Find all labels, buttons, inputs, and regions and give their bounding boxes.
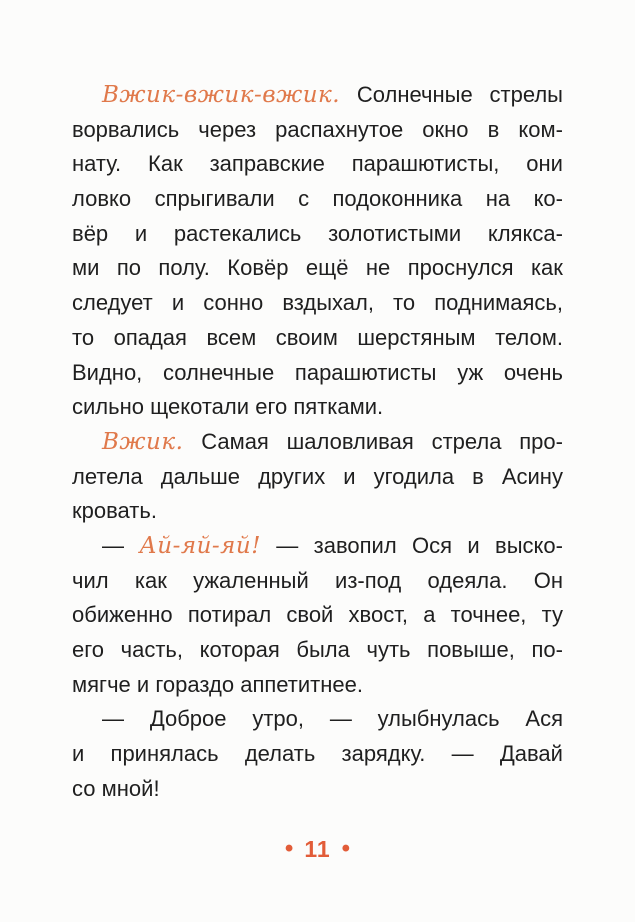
word: из-под bbox=[335, 567, 402, 593]
word: свой bbox=[286, 602, 334, 628]
text-line bbox=[72, 702, 563, 737]
word: его bbox=[255, 394, 288, 420]
text-line bbox=[72, 737, 563, 772]
word: хвост, bbox=[348, 602, 408, 628]
word: золотистыми bbox=[328, 220, 462, 246]
word: и bbox=[467, 532, 480, 558]
word: выско- bbox=[495, 532, 563, 558]
word: ком- bbox=[518, 116, 563, 142]
word: стрелы bbox=[489, 82, 563, 107]
word: ещё bbox=[305, 255, 349, 281]
word: в bbox=[472, 463, 484, 489]
word: нату. bbox=[72, 151, 122, 177]
word: а bbox=[423, 602, 436, 628]
text-line bbox=[72, 668, 563, 703]
word: вёр bbox=[72, 220, 109, 246]
word: одеяла. bbox=[427, 567, 508, 593]
sound-effect-word: Вжик-вжик-вжик. bbox=[102, 82, 341, 108]
word: чуть bbox=[366, 637, 411, 662]
word: и bbox=[72, 741, 85, 767]
word: летела bbox=[72, 463, 143, 489]
word: уж bbox=[457, 359, 484, 385]
page-footer bbox=[0, 836, 635, 862]
text-line bbox=[72, 772, 563, 807]
word: и bbox=[171, 290, 185, 316]
word: зарядку. bbox=[341, 741, 426, 767]
word: Доброе bbox=[149, 706, 227, 732]
word: пятками. bbox=[293, 394, 384, 420]
word: вздыхал, bbox=[282, 290, 374, 316]
word: ту bbox=[541, 602, 563, 628]
story-text bbox=[72, 78, 563, 806]
word: — bbox=[102, 706, 124, 732]
text-line bbox=[72, 78, 563, 113]
word: — bbox=[451, 741, 474, 767]
text-line bbox=[72, 356, 563, 391]
word: и bbox=[136, 671, 150, 697]
word: щекотали bbox=[150, 394, 250, 420]
text-line bbox=[72, 529, 563, 564]
word: делать bbox=[244, 741, 316, 767]
word: со bbox=[72, 775, 96, 801]
word: шерстяным bbox=[357, 324, 476, 350]
word: ворвались bbox=[72, 116, 180, 142]
word: Как bbox=[148, 151, 183, 177]
text-line bbox=[72, 633, 563, 668]
text-line bbox=[72, 182, 563, 217]
word: ко- bbox=[533, 186, 563, 212]
text-line bbox=[72, 217, 563, 252]
word: ловко bbox=[72, 186, 132, 212]
word: опадая bbox=[113, 324, 187, 350]
word: по- bbox=[531, 637, 563, 662]
text-line bbox=[72, 113, 563, 148]
word: мной! bbox=[101, 775, 160, 801]
word: обиженно bbox=[72, 602, 173, 628]
footer-dot-right-icon: • bbox=[341, 835, 351, 862]
text-line bbox=[72, 286, 563, 321]
page-number: 11 bbox=[304, 836, 331, 862]
word: по bbox=[116, 255, 141, 281]
word: растекались bbox=[173, 220, 302, 246]
word: гораздо bbox=[155, 671, 235, 697]
word: мягче bbox=[72, 671, 131, 697]
word: солнечные bbox=[163, 359, 275, 385]
word: часть, bbox=[120, 637, 184, 662]
word: распахнутое bbox=[275, 116, 404, 142]
word: и bbox=[343, 463, 356, 489]
word: окно bbox=[422, 116, 469, 142]
word: чил bbox=[72, 567, 109, 593]
word: в bbox=[487, 116, 500, 142]
footer-dot-left-icon: • bbox=[284, 835, 294, 862]
text-line bbox=[72, 564, 563, 599]
text-line bbox=[72, 390, 563, 425]
text-line bbox=[72, 598, 563, 633]
word: шаловливая bbox=[286, 428, 414, 454]
sound-effect-word: Вжик. bbox=[102, 428, 184, 455]
word: то bbox=[393, 290, 416, 316]
word: про- bbox=[519, 428, 563, 454]
word: принялась bbox=[110, 741, 219, 767]
word: как bbox=[530, 255, 563, 281]
word: заправские bbox=[209, 151, 325, 177]
word: клякса- bbox=[487, 220, 563, 246]
word: Самая bbox=[201, 428, 269, 454]
word: — bbox=[276, 532, 299, 558]
word: и bbox=[134, 220, 148, 246]
word: парашютисты, bbox=[351, 151, 500, 177]
word: повыше, bbox=[427, 637, 515, 662]
word: спрыгивали bbox=[154, 186, 275, 212]
word: Видно, bbox=[72, 359, 143, 385]
text-line bbox=[72, 494, 563, 529]
word: Солнечные bbox=[356, 82, 473, 107]
word: Ося bbox=[412, 532, 453, 558]
word: Он bbox=[533, 567, 563, 593]
word: то bbox=[72, 324, 95, 350]
text-line bbox=[72, 251, 563, 286]
word: завопил bbox=[313, 532, 397, 558]
word: аппетитнее. bbox=[240, 671, 363, 697]
word: дальше bbox=[160, 463, 241, 489]
word: которая bbox=[199, 637, 280, 662]
word: они bbox=[526, 151, 563, 177]
word: на bbox=[485, 186, 511, 212]
word: точнее, bbox=[450, 602, 527, 628]
text-line bbox=[72, 425, 563, 460]
word: — bbox=[102, 532, 124, 558]
word: — bbox=[329, 706, 352, 732]
word: стрела bbox=[431, 428, 502, 454]
word: Ася bbox=[525, 706, 563, 732]
word: парашютисты bbox=[294, 359, 437, 385]
text-line bbox=[72, 460, 563, 495]
text-line bbox=[72, 147, 563, 182]
word: Асину bbox=[501, 463, 563, 489]
word: была bbox=[296, 637, 350, 662]
word: сильно bbox=[72, 394, 144, 420]
word: очень bbox=[503, 359, 563, 385]
word: Ковёр bbox=[227, 255, 289, 281]
word: как bbox=[134, 567, 167, 593]
sound-effect-word: Ай-яй-яй! bbox=[139, 532, 261, 559]
word: других bbox=[258, 463, 326, 489]
word: подоконника bbox=[332, 186, 463, 212]
word: своим bbox=[275, 324, 338, 350]
word: Давай bbox=[499, 741, 563, 767]
word: телом. bbox=[495, 324, 563, 350]
word: через bbox=[198, 116, 257, 142]
word: поднимаясь, bbox=[434, 290, 563, 316]
word: ужаленный bbox=[193, 567, 309, 593]
word: кровать. bbox=[72, 498, 157, 524]
text-line bbox=[72, 321, 563, 356]
word: следует bbox=[72, 290, 153, 316]
word: потирал bbox=[187, 602, 272, 628]
word: улыбнулась bbox=[377, 706, 500, 732]
word: его bbox=[72, 637, 105, 662]
word: проснулся bbox=[407, 255, 514, 281]
word: ми bbox=[72, 255, 100, 281]
word: угодила bbox=[373, 463, 455, 489]
word: с bbox=[298, 186, 310, 212]
word: всем bbox=[206, 324, 257, 350]
word: полу. bbox=[158, 255, 210, 281]
word: не bbox=[365, 255, 391, 281]
word: утро, bbox=[252, 706, 304, 732]
word: сонно bbox=[203, 290, 264, 316]
